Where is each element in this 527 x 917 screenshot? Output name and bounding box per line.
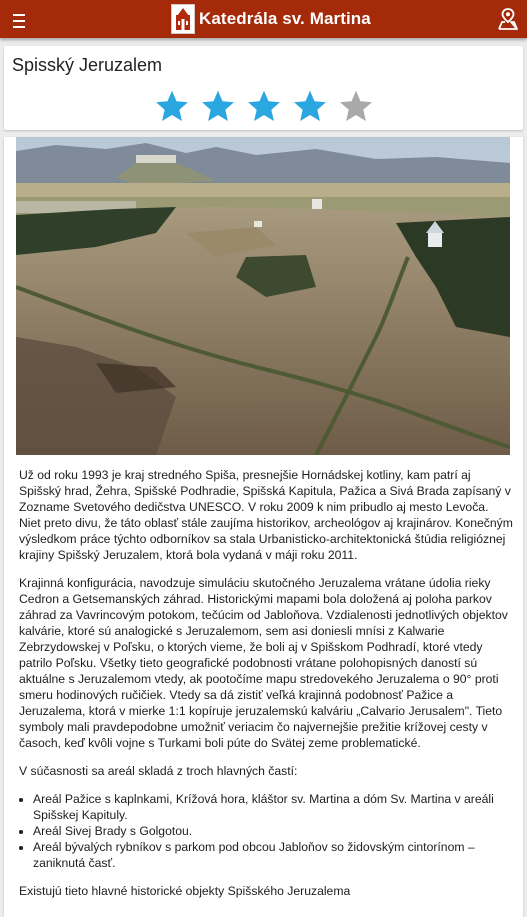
article-list-item: • Areál bývalých rybníkov s parkom pod obcou Jabloňov so židovským cintorínom – zaniknutá časť.: [33, 839, 513, 871]
rating-stars[interactable]: [154, 88, 384, 124]
landscape-photo: [16, 137, 510, 455]
cathedral-logo-icon: [171, 4, 195, 34]
star-icon-1[interactable]: [154, 88, 190, 124]
toolbar-title-group: [171, 3, 371, 35]
place-detail-card: [4, 137, 523, 917]
star-icon-3[interactable]: [246, 88, 282, 124]
map-location-icon[interactable]: [496, 7, 520, 31]
place-header-card: [4, 46, 523, 130]
hamburger-menu-icon[interactable]: [8, 8, 30, 30]
article-list-item: • Areál Sivej Brady s Golgotou.: [33, 823, 513, 839]
article-list: [19, 791, 513, 871]
article-text: [19, 467, 513, 911]
app-title: Katedrála sv. Martina: [199, 9, 371, 28]
star-icon-2[interactable]: [200, 88, 236, 124]
star-icon-5[interactable]: [338, 88, 374, 124]
article-paragraph-1: Už od roku 1993 je kraj stredného Spiša, presnejšie Hornádskej kotliny, kam patrí aj Spišský hrad, Žehra, Spišské Podhradie, Spišská Kapitula, Pažica a Sivá Brada zapísaný v Zozname Svetového dedičstva UNESCO. V roku 2009 k nim pribudlo aj mesto Levoča. Niet preto divu, že táto oblasť stále zaujíma historikov, archeológov aj krajinárov. Konečným výsledkom práce týchto odborníkov sa stala Urbanisticko-architektonická štúdia religióznej krajiny Spišský Jeruzalem, ktorá bola vydaná v máji roku 2011.: [19, 468, 513, 562]
article-paragraph-2: Krajinná konfigurácia, navodzuje simuláciu skutočného Jeruzalema vrátane údolia rieky Cedron a Getsemanských záhrad. Historickými mapami bola doložená aj poloha parkov záhrad za Vavrincovým potokom, tečúcim od Jabloňova. Vzdialenosti jednotlivých objektov kalvárie, ktoré sú analogické s Jeruzalemom, sem asi doniesli mnísi z Kalwarie Zebrzydowskej v Poľsku, o ktorých vieme, že boli aj v Spišskom Podhradí, ktoré vtedy patrilo Poľsku. Všetky tieto geografické podobnosti vrátane polohopisných daností sú aktuálne s Jeruzalemom vtedy, ak pootočíme mapu stredovekého Jeruzalema o 90° proti smeru hodinových ručičiek. Vtedy sa dá zistiť veľká krajinná podobnosť Pažice a Jeruzalema, ktorá v mierke 1:1 kopíruje jeruzalemskú kalváriu „Calvario Jerusalem". Tieto symboly mali pravdepodobne umožniť veriacim čo najvernejšie prežitie krížovej cesty v časoch, keď kvôli vojne s Turkami boli púte do Svätej zeme problematické.: [19, 576, 508, 750]
star-icon-4[interactable]: [292, 88, 328, 124]
app-toolbar: [0, 0, 527, 38]
place-title: Spisský Jeruzalem: [12, 55, 163, 75]
article-list-item: • Areál Pažice s kaplnkami, Krížová hora, kláštor sv. Martina a dóm Sv. Martina v areáli Spišskej Kapituly.: [33, 791, 513, 823]
article-paragraph-3: V súčasnosti sa areál skladá z troch hlavných častí:: [19, 764, 298, 778]
article-paragraph-4: Existujú tieto hlavné historické objekty Spišského Jeruzalema: [19, 884, 351, 898]
